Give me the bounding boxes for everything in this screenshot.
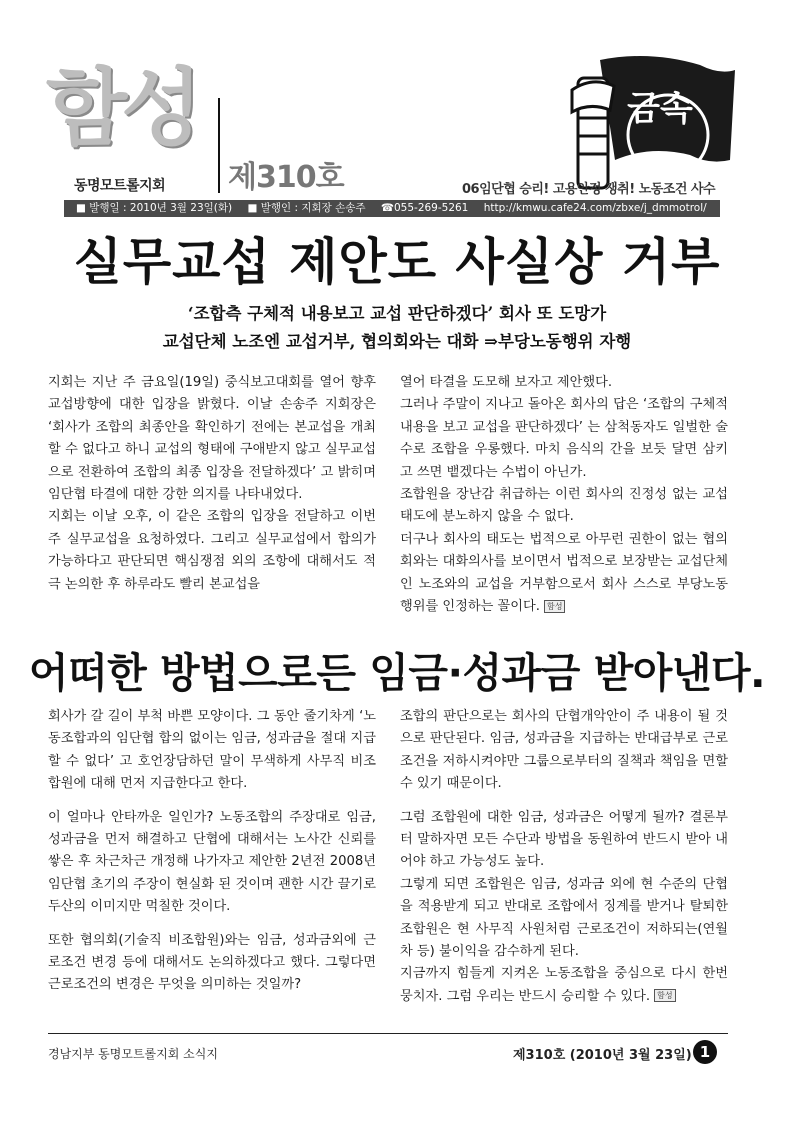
publish-date: ■ 발행일 : 2010년 3월 23일(화) [76, 202, 233, 214]
article1-right-column [400, 372, 728, 618]
paragraph [400, 529, 728, 619]
article1-left-column [48, 372, 376, 596]
paragraph: 회사가 갈 길이 부척 바쁜 모양이다. 그 동안 줄기차게 ‘노동조합과의 임단협 합의 없이는 임금, 성과금을 절대 지급할 수 없다’ 고 호언장담하던 말이 무색하게 사무직 비조합원에 대해 먼저 지급한다고 한다. [48, 709, 376, 792]
footer-publication: 경남지부 동명모트롤지회 소식지 [48, 1047, 218, 1061]
article2-right-column [400, 706, 728, 1008]
footer-issue-date: 제310호 (2010년 3월 23일) [513, 1048, 692, 1063]
slogan: 06임단협 승리! 고용안정 쟁취! 노동조건 사수 [462, 182, 716, 197]
footer-divider [48, 1033, 728, 1034]
article2-left-column [48, 706, 376, 997]
paragraph-text: 더구나 회사의 태도는 법적으로 아무런 권한이 없는 협의회와는 대화의사를 보이면서 법적으로 보장받는 교섭단체인 노조와의 교섭을 거부함으로서 회사 스스로 부당노동행위를 인정하는 꼴이다. [400, 531, 728, 615]
masthead-divider [218, 98, 220, 193]
paragraph: 열어 타결을 도모해 보자고 제안했다. [400, 375, 613, 390]
paragraph: 그러나 주말이 지나고 돌아온 회사의 답은 ‘조합의 구체적 내용을 보고 교섭을 판단하겠다’ 는 삼척동자도 일벌한 술수로 조합을 우롱했다. 마치 음식의 간을 보듯 달면 삼키고 쓰면 뱉겠다는 수법이 아닌가. [400, 397, 728, 480]
paragraph: 그렇게 되면 조합원은 임금, 성과금 외에 현 수준의 단협을 적용받게 되고 반대로 조합에서 징계를 받거나 탈퇴한 조합원은 현 사무직 사원처럼 근로조건이 저하되는(연월차 등) 불이익을 감수하게 된다. [400, 876, 728, 960]
article1-subheadline-1: ‘조합측 구체적 내용보고 교섭 판단하겠다’ 회사 또 도망가 [187, 304, 607, 323]
website-link[interactable]: http://kmwu.cafe24.com/zbxe/j_dmmotrol/ [483, 202, 707, 214]
article1-headline: 실무교섭 제안도 사실상 거부 [73, 233, 721, 291]
union-branch-name: 동명모트롤지회 [74, 178, 166, 194]
page-number: 1 [693, 1040, 717, 1064]
article2-headline: 어떠한 방법으로든 임금·성과금 받아낸다. [28, 649, 766, 697]
publisher: ■ 발행인 : 지회장 손송주 [247, 202, 366, 214]
paragraph: 또한 협의회(기술직 비조합원)와는 임금, 성과금외에 근로조건 변경 등에 대해서도 논의하겠다고 했다. 그렇다면 근로조건의 변경은 무엇을 의미하는 것일까? [48, 932, 376, 993]
paragraph-text: 지금까지 힘들게 지켜온 노동조합을 중심으로 다시 한번 뭉치자. 그럼 우리는 반드시 승리할 수 있다. [400, 966, 728, 1004]
newsletter-logo: 함성 [46, 59, 197, 157]
paragraph [400, 963, 728, 1008]
paragraph: 지회는 이날 오후, 이 같은 조합의 입장을 전달하고 이번 주 실무교섭을 요청하였다. 그리고 실무교섭에서 합의가 가능하다고 판단되면 핵심쟁점 외의 조항에 대해서도 적극 논의한 후 하루라도 빨리 본교섭을 [48, 509, 376, 592]
paragraph: 이 얼마나 안타까운 일인가? 노동조합의 주장대로 임금, 성과금을 먼저 해결하고 단협에 대해서는 노사간 신뢰를 쌓은 후 차근차근 개정해 나가자고 제안한 2년전 2008년 임단협 초기의 주장이 현실화 된 것이며 괜한 시간 끌기로 두산의 이미지만 먹칠한 것이다. [48, 809, 376, 915]
paragraph: 그럼 조합원에 대한 임금, 성과금은 어떻게 될까? 결론부터 말하자면 모든 수단과 방법을 동원하여 반드시 받아 내어야 하고 가능성도 높다. [400, 809, 728, 870]
article1-subheadline-2: 교섭단체 노조엔 교섭거부, 협의회와는 대화 ⇒부당노동행위 자행 [162, 332, 632, 351]
end-mark: 함성 [544, 600, 565, 613]
end-mark: 함성 [654, 989, 675, 1002]
paragraph: 조합원을 장난감 취급하는 이런 회사의 진정성 없는 교섭태도에 분노하지 않을 수 없다. [400, 487, 728, 525]
paragraph: 조합의 판단으로는 회사의 단협개악안이 주 내용이 될 것으로 판단된다. 임금, 성과금을 지급하는 반대급부로 근로조건을 저하시켜야만 그룹으로부터의 질책과 책임을 면할 수 있기 때문이다. [400, 709, 728, 792]
issue-number: 제310호 [228, 160, 344, 195]
phone-number: ☎055-269-5261 [380, 202, 469, 214]
flag-text: 금속 [627, 89, 693, 129]
publication-info-bar [64, 200, 720, 217]
paragraph: 지회는 지난 주 금요일(19일) 중식보고대회를 열어 향후 교섭방향에 대한 입장을 밝혔다. 이날 손송주 지회장은 ‘회사가 조합의 최종안을 확인하기 전에는 본교섭을 개최할 수 없다고 하니 교섭의 형태에 구애받지 않고 실무교섭으로 전환하여 조합의 최종 입장을 전달하겠다’ 고 밝히며 임단협 타결에 대한 강한 의지를 나타내었다. [48, 375, 376, 503]
